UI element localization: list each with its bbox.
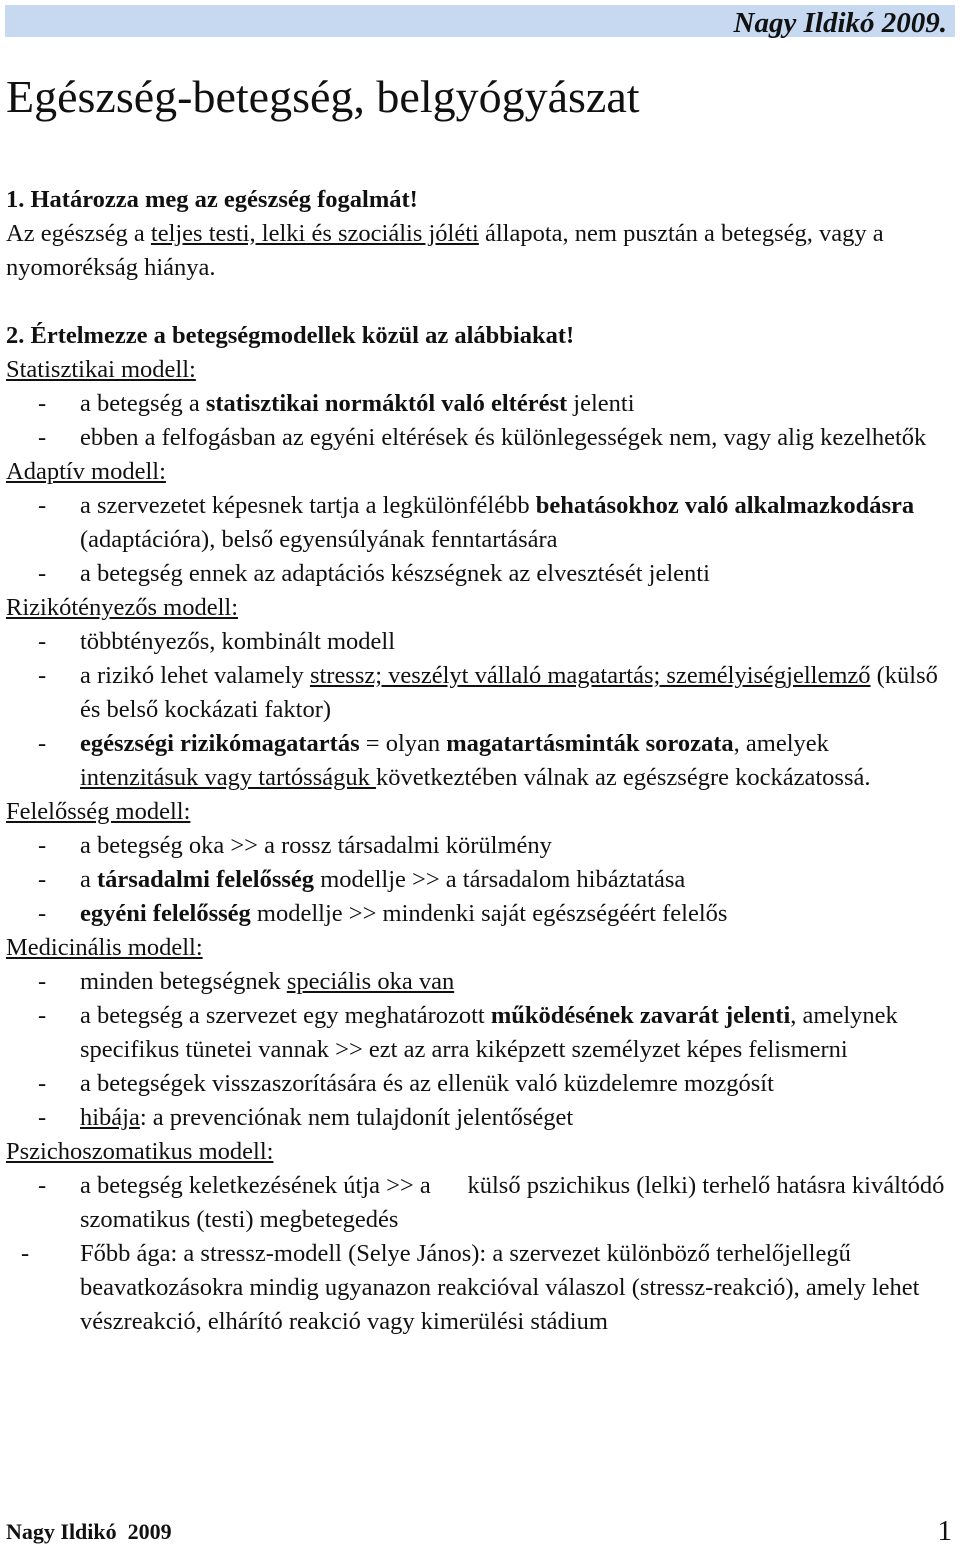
document-body bbox=[6, 183, 951, 1339]
item-text: többtényezős, kombinált modell bbox=[80, 628, 396, 655]
list-item: - többtényezős, kombinált modell bbox=[38, 628, 396, 655]
spacer bbox=[6, 285, 951, 319]
item-bold: egészségi rizikómagatartás bbox=[80, 730, 360, 757]
item-text: (külső és belső kockázati faktor) bbox=[80, 662, 938, 723]
question-2: 2. Értelmezze a betegségmodellek közül az alábbiakat! bbox=[6, 322, 575, 349]
item-text: következtében válnak az egészségre kockázatossá. bbox=[375, 764, 871, 791]
list-item: - a betegség ennek az adaptációs készségnek az elvesztését jelenti bbox=[38, 560, 710, 587]
model-heading-risk: Rizikótényezős modell: bbox=[6, 594, 239, 621]
list-item: - minden betegségnek speciális oka van bbox=[38, 968, 455, 995]
item-text: a betegségek visszaszorítására és az ellenük való küzdelemre mozgósít bbox=[80, 1070, 774, 1097]
list-item: - a betegség oka >> a rossz társadalmi körülmény bbox=[38, 832, 552, 859]
model-heading-medical: Medicinális modell: bbox=[6, 934, 203, 961]
item-text: a szervezetet képesnek tartja a legkülönfélébb bbox=[80, 492, 536, 519]
item-underlined: speciális oka van bbox=[286, 968, 455, 995]
item-underlined: intenzitásuk vagy tartósságuk bbox=[80, 764, 376, 791]
list-item: - Főbb ága: a stressz-modell (Selye János): a szervezet különböző terhelőjellegű beavatkozásokra mindig ugyanazon reakcióval válaszol (stressz-reakció), amely lehet vészreakció, elhárító reakció vagy kimerülési stádium bbox=[21, 1240, 920, 1335]
list-item: - a betegség a szervezet egy meghatározott működésének zavarát jelenti, amelynek specifikus tünetei vannak >> ezt az arra kiképzett személyzet képes felismerni bbox=[38, 1002, 898, 1063]
item-text: (adaptációra), belső egyensúlyának fenntartására bbox=[80, 526, 558, 553]
item-text: a betegség keletkezésének útja >> a külső pszichikus (lelki) terhelő hatásra kiváltódó szomatikus (testi) megbetegedés bbox=[80, 1172, 951, 1233]
item-text: , amelyek bbox=[733, 730, 829, 757]
list-item: - a társadalmi felelősség modellje >> a társadalom hibáztatása bbox=[38, 866, 686, 893]
list-item: - egyéni felelősség modellje >> mindenki saját egészségéért felelős bbox=[38, 900, 728, 927]
list-item: - a betegségek visszaszorítására és az ellenük való küzdelemre mozgósít bbox=[38, 1070, 774, 1097]
item-text: , amelynek specifikus tünetei vannak >> ezt az arra kiképzett személyzet képes felismerni bbox=[80, 1002, 898, 1063]
list-item: - a betegség keletkezésének útja >> a külső pszichikus (lelki) terhelő hatásra kiváltódó szomatikus (testi) megbetegedés bbox=[38, 1172, 951, 1233]
header-bar bbox=[5, 5, 955, 37]
item-text: minden betegségnek bbox=[80, 968, 287, 995]
model-heading-adaptive: Adaptív modell: bbox=[6, 458, 166, 485]
item-bold: egyéni felelősség bbox=[80, 900, 251, 927]
item-text: modellje >> mindenki saját egészségéért felelős bbox=[250, 900, 728, 927]
item-text: jelenti bbox=[567, 390, 635, 417]
model-heading-psychosomatic: Pszichoszomatikus modell: bbox=[6, 1138, 274, 1165]
item-bold: behatásokhoz való alkalmazkodásra bbox=[535, 492, 915, 519]
item-text: modellje >> a társadalom hibáztatása bbox=[314, 866, 686, 893]
page-number: 1 bbox=[937, 1515, 952, 1547]
item-bold: működésének zavarát jelenti bbox=[490, 1002, 791, 1029]
page-title: Egészség-betegség, belgyógyászat bbox=[6, 71, 640, 122]
item-text: a betegség a bbox=[80, 390, 206, 417]
list-item: - a betegség a statisztikai normáktól való eltérést jelenti bbox=[38, 390, 635, 417]
model-heading-statistical: Statisztikai modell: bbox=[6, 356, 196, 383]
item-bold: magatartásminták sorozata bbox=[446, 730, 734, 757]
item-bold: társadalmi felelősség bbox=[97, 866, 315, 893]
list-item: - a rizikó lehet valamely stressz; veszélyt vállaló magatartás; személyiségjellemző (külső és belső kockázati faktor) bbox=[38, 662, 938, 723]
item-text: : a prevenciónak nem tulajdonít jelentőséget bbox=[139, 1104, 574, 1131]
item-text: a betegség oka >> a rossz társadalmi körülmény bbox=[80, 832, 552, 859]
item-bold: statisztikai normáktól való eltérést bbox=[205, 390, 568, 417]
item-text: Főbb ága: a stressz-modell (Selye János): a szervezet különböző terhelőjellegű beavatkozásokra mindig ugyanazon reakcióval válaszol (stressz-reakció), amely lehet vészreakció, elhárító reakció vagy kimerülési stádium bbox=[80, 1240, 920, 1335]
answer-1-underlined: teljes testi, lelki és szociális jóléti bbox=[150, 220, 479, 247]
answer-1-text-end: állapota, nem pusztán a betegség, vagy a nyomorékság hiánya. bbox=[6, 220, 884, 281]
answer-1 bbox=[6, 217, 951, 285]
model-heading-responsibility: Felelősség modell: bbox=[6, 798, 191, 825]
list-item: - egészségi rizikómagatartás = olyan magatartásminták sorozata, amelyek intenzitásuk vagy tartósságuk következtében válnak az egészségre kockázatossá. bbox=[38, 730, 871, 791]
header-author: Nagy Ildikó 2009. bbox=[733, 7, 947, 39]
item-text: a rizikó lehet valamely bbox=[80, 662, 310, 689]
footer-author: Nagy Ildikó 2009 bbox=[6, 1519, 172, 1544]
list-item: - ebben a felfogásban az egyéni eltérések és különlegességek nem, vagy alig kezelhetők bbox=[38, 424, 927, 451]
item-text: a betegség ennek az adaptációs készségnek az elvesztését jelenti bbox=[80, 560, 710, 587]
item-text: a bbox=[80, 866, 97, 893]
list-item: - a szervezetet képesnek tartja a legkülönfélébb behatásokhoz való alkalmazkodásra (adaptációra), belső egyensúlyának fenntartására bbox=[38, 492, 915, 553]
answer-1-text: Az egészség a bbox=[6, 220, 151, 247]
item-text: a betegség a szervezet egy meghatározott bbox=[80, 1002, 491, 1029]
question-1: 1. Határozza meg az egészség fogalmát! bbox=[6, 186, 418, 213]
list-item: - hibája: a prevenciónak nem tulajdonít jelentőséget bbox=[38, 1104, 574, 1131]
item-text: = olyan bbox=[359, 730, 447, 757]
item-underlined: hibája bbox=[80, 1104, 140, 1131]
item-text: ebben a felfogásban az egyéni eltérések és különlegességek nem, vagy alig kezelhetők bbox=[80, 424, 927, 451]
item-underlined: stressz; veszélyt vállaló magatartás; személyiségjellemző bbox=[309, 662, 871, 689]
